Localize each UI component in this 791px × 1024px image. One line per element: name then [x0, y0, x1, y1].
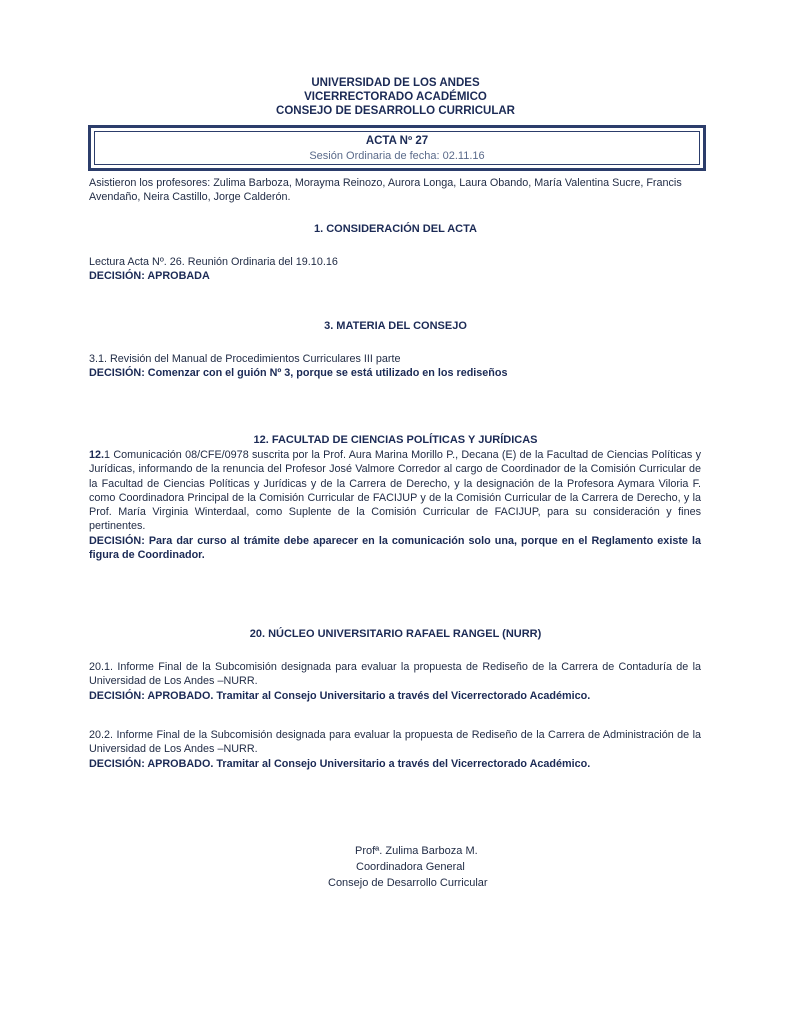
section-20-item-1: [89, 660, 701, 703]
signature-name: Profª. Zulima Barboza M.: [355, 845, 478, 857]
section-20-item-1-text: 20.1. Informe Final de la Subcomisión designada para evaluar la propuesta de Rediseño de la Carrera de Contaduría de la Universidad de Los Andes –NURR.: [89, 661, 701, 688]
section-20-title: 20. NÚCLEO UNIVERSITARIO RAFAEL RANGEL (NURR): [249, 628, 542, 640]
section-1-text: Lectura Acta Nº. 26. Reunión Ordinaria del 19.10.16: [89, 256, 338, 268]
section-3-title: 3. MATERIA DEL CONSEJO: [324, 320, 467, 332]
signature-role: Coordinadora General: [356, 861, 465, 873]
section-3-text: 3.1. Revisión del Manual de Procedimientos Curriculares III parte: [89, 353, 401, 365]
section-12-number: 12.: [89, 449, 105, 461]
section-20-item-2-decision: DECISIÓN: APROBADO. Tramitar al Consejo Universitario a través del Vicerrectorado Académico.: [89, 757, 591, 770]
signature-organization: Consejo de Desarrollo Curricular: [328, 877, 488, 889]
section-12-paragraph: [89, 448, 701, 534]
university-name: UNIVERSIDAD DE LOS ANDES: [311, 77, 480, 89]
vicerrectorado-name: VICERRECTORADO ACADÉMICO: [304, 91, 487, 103]
session-date: Sesión Ordinaria de fecha: 02.11.16: [309, 150, 485, 162]
section-20-item-2-text: 20.2. Informe Final de la Subcomisión designada para evaluar la propuesta de Rediseño de la Carrera de Administración de la Universidad de Los Andes –NURR.: [89, 729, 701, 756]
section-20-item-1-decision: DECISIÓN: APROBADO. Tramitar al Consejo Universitario a través del Vicerrectorado Académico.: [89, 689, 591, 702]
section-20-item-2: [89, 728, 701, 771]
section-12-text: 1 Comunicación 08/CFE/0978 suscrita por la Prof. Aura Marina Morillo P., Decana (E) de la Facultad de Ciencias Políticas y Jurídicas, informando de la renuncia del Profesor José Valmore Corredor al cargo de Coordinador de la Comisión Curricular de la Facultad de Ciencias Políticas y Jurídicas y de la Carrera de Derecho, y la designación de la Profesora Aymara Viloria F. como Coordinadora Principal de la Comisión Curricular de FACIJUP y de la Comisión Curricular de la Carrera de Derecho, y la Prof. María Virginia Winterdaal, como Suplente de la Comisión Curricular de FACIJUP, para su consideración y fines pertinentes.: [89, 449, 701, 533]
acta-number: ACTA Nº 27: [365, 135, 429, 147]
acta-box: [88, 125, 706, 171]
section-12-decision: DECISIÓN: Para dar curso al trámite debe aparecer en la comunicación solo una, porque en el Reglamento existe la figura de Coordinador.: [89, 534, 701, 562]
attendance-paragraph: Asistieron los profesores: Zulima Barboza, Morayma Reinozo, Aurora Longa, Laura Obando, María Valentina Sucre, Francis Avendaño, Neira Castillo, Jorge Calderón.: [89, 177, 682, 204]
section-3-body: [89, 352, 701, 381]
section-3-decision: DECISIÓN: Comenzar con el guión Nº 3, porque se está utilizado en los rediseños: [89, 367, 508, 380]
council-name: CONSEJO DE DESARROLLO CURRICULAR: [276, 105, 515, 117]
section-1-decision: DECISIÓN: APROBADA: [89, 270, 210, 283]
signature-block: [0, 843, 791, 891]
section-12-title: 12. FACULTAD DE CIENCIAS POLÍTICAS Y JURÍDICAS: [253, 434, 538, 446]
section-1-body: [89, 255, 701, 284]
section-12-body: [89, 448, 701, 562]
document-header: [0, 76, 791, 118]
section-1-title: 1. CONSIDERACIÓN DEL ACTA: [314, 223, 477, 235]
